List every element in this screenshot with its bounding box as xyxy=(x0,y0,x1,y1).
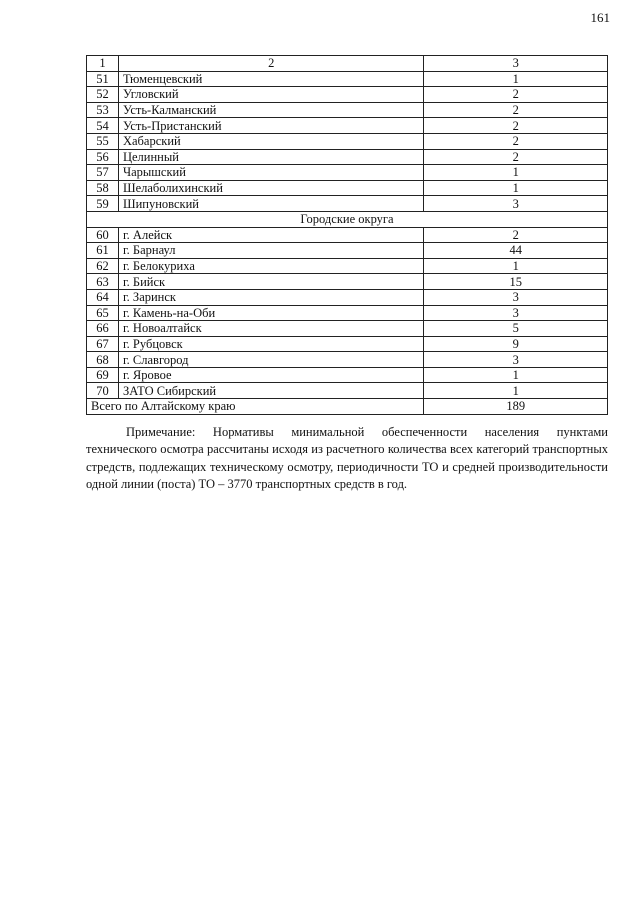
row-name-cell: Целинный xyxy=(118,149,423,165)
row-number-cell: 58 xyxy=(87,180,119,196)
row-name-cell: г. Яровое xyxy=(118,367,423,383)
row-number-cell: 59 xyxy=(87,196,119,212)
table-row xyxy=(87,336,608,352)
row-name-cell: г. Камень-на-Оби xyxy=(118,305,423,321)
row-number-cell: 51 xyxy=(87,71,119,87)
row-name-cell: Усть-Пристанский xyxy=(118,118,423,134)
row-count-cell: 44 xyxy=(424,243,608,259)
row-number-cell: 69 xyxy=(87,367,119,383)
table-row xyxy=(87,87,608,103)
header-cell-count: 3 xyxy=(424,56,608,72)
row-number-cell: 70 xyxy=(87,383,119,399)
row-name-cell: г. Славгород xyxy=(118,352,423,368)
row-count-cell: 1 xyxy=(424,367,608,383)
section-row xyxy=(87,211,608,227)
row-number-cell: 67 xyxy=(87,336,119,352)
row-name-cell: Шипуновский xyxy=(118,196,423,212)
row-count-cell: 1 xyxy=(424,71,608,87)
row-name-cell: г. Заринск xyxy=(118,289,423,305)
row-count-cell: 2 xyxy=(424,133,608,149)
table-row xyxy=(87,321,608,337)
table-row xyxy=(87,367,608,383)
row-count-cell: 3 xyxy=(424,305,608,321)
row-name-cell: г. Рубцовск xyxy=(118,336,423,352)
table-row xyxy=(87,196,608,212)
row-name-cell: Шелаболихинский xyxy=(118,180,423,196)
table-row xyxy=(87,71,608,87)
row-number-cell: 56 xyxy=(87,149,119,165)
row-count-cell: 15 xyxy=(424,274,608,290)
row-count-cell: 1 xyxy=(424,258,608,274)
table-row xyxy=(87,118,608,134)
row-number-cell: 62 xyxy=(87,258,119,274)
table-row xyxy=(87,352,608,368)
row-number-cell: 55 xyxy=(87,133,119,149)
page-number: 161 xyxy=(590,10,610,25)
row-count-cell: 3 xyxy=(424,289,608,305)
table-row xyxy=(87,243,608,259)
total-row xyxy=(87,399,608,415)
row-name-cell: Хабарский xyxy=(118,133,423,149)
table-row xyxy=(87,165,608,181)
table-row xyxy=(87,258,608,274)
row-name-cell: г. Белокуриха xyxy=(118,258,423,274)
row-name-cell: Усть-Калманский xyxy=(118,102,423,118)
table-row xyxy=(87,227,608,243)
row-name-cell: г. Новоалтайск xyxy=(118,321,423,337)
row-count-cell: 9 xyxy=(424,336,608,352)
row-number-cell: 63 xyxy=(87,274,119,290)
row-count-cell: 2 xyxy=(424,227,608,243)
header-row xyxy=(87,56,608,72)
row-count-cell: 1 xyxy=(424,383,608,399)
row-name-cell: Угловский xyxy=(118,87,423,103)
table-row xyxy=(87,133,608,149)
row-number-cell: 57 xyxy=(87,165,119,181)
row-count-cell: 3 xyxy=(424,352,608,368)
row-count-cell: 3 xyxy=(424,196,608,212)
table-row xyxy=(87,102,608,118)
table-body xyxy=(87,56,608,415)
table-row xyxy=(87,383,608,399)
row-number-cell: 60 xyxy=(87,227,119,243)
row-count-cell: 2 xyxy=(424,149,608,165)
row-count-cell: 2 xyxy=(424,87,608,103)
row-number-cell: 68 xyxy=(87,352,119,368)
row-name-cell: г. Барнаул xyxy=(118,243,423,259)
table-row xyxy=(87,180,608,196)
row-number-cell: 64 xyxy=(87,289,119,305)
table-row xyxy=(87,305,608,321)
total-count: 189 xyxy=(424,399,608,415)
row-count-cell: 2 xyxy=(424,118,608,134)
row-count-cell: 1 xyxy=(424,180,608,196)
note-paragraph: Примечание: Нормативы минимальной обеспеченности населения пунктами технического осмотра рассчитаны исходя из расчетного количества всех категорий транспортных стредств, подлежащих техническому осмотру, периодичности ТО и средней производительности одной линии (поста) ТО – 3770 транспортных средств в год. xyxy=(86,425,608,492)
row-count-cell: 1 xyxy=(424,165,608,181)
table-row xyxy=(87,149,608,165)
row-number-cell: 66 xyxy=(87,321,119,337)
header-cell-number: 1 xyxy=(87,56,119,72)
row-number-cell: 61 xyxy=(87,243,119,259)
row-name-cell: г. Бийск xyxy=(118,274,423,290)
row-number-cell: 65 xyxy=(87,305,119,321)
table-row xyxy=(87,274,608,290)
section-title: Городские округа xyxy=(87,211,608,227)
row-number-cell: 53 xyxy=(87,102,119,118)
row-count-cell: 5 xyxy=(424,321,608,337)
row-number-cell: 52 xyxy=(87,87,119,103)
data-table xyxy=(86,55,608,415)
row-number-cell: 54 xyxy=(87,118,119,134)
header-cell-name: 2 xyxy=(118,56,423,72)
row-name-cell: ЗАТО Сибирский xyxy=(118,383,423,399)
row-count-cell: 2 xyxy=(424,102,608,118)
table-row xyxy=(87,289,608,305)
total-label: Всего по Алтайскому краю xyxy=(87,399,424,415)
row-name-cell: Тюменцевский xyxy=(118,71,423,87)
row-name-cell: Чарышский xyxy=(118,165,423,181)
row-name-cell: г. Алейск xyxy=(118,227,423,243)
